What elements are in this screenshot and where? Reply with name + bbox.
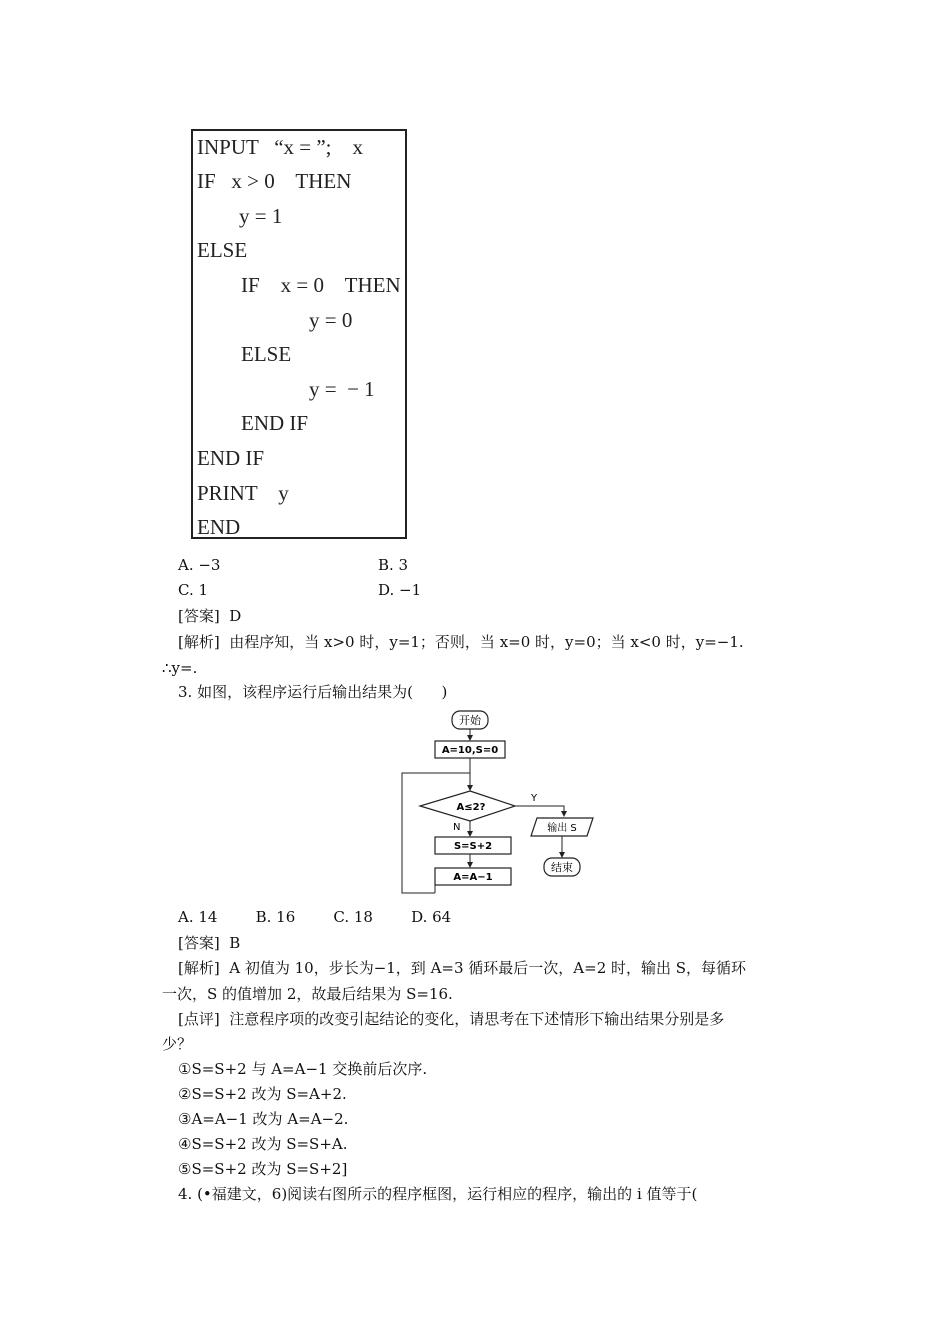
q2-analysis-line2: ∴y=. (162, 659, 198, 677)
q3-case-5: ⑤S=S+2 改为 S=S+2] (178, 1160, 348, 1178)
code-line-if: IF x > 0 THEN (197, 169, 352, 193)
q3-answer: [答案] B (178, 934, 241, 952)
code-line-input: INPUT “x = ”; x (197, 135, 364, 159)
code-line-end: END (197, 515, 241, 539)
q2-option-a: A. −3 (178, 556, 221, 574)
q2-option-d: D. −1 (378, 581, 422, 599)
q3-case-2: ②S=S+2 改为 S=A+2. (178, 1085, 347, 1103)
q3-case-3: ③A=A−1 改为 A=A−2. (178, 1110, 349, 1128)
flow-yes-label: Y (531, 793, 538, 804)
q2-answer: [答案] D (178, 607, 242, 625)
code-line-endif-inner: END IF (241, 411, 309, 435)
flow-output-label: 输出 S (547, 823, 577, 834)
q3-analysis-line1: [解析] A 初值为 10，步长为−1，到 A=3 循环最后一次，A=2 时，输出 S，每循环 (178, 959, 747, 977)
q3-comment-line2: 少？ (162, 1035, 193, 1053)
q3-case-1: ①S=S+2 与 A=A−1 交换前后次序. (178, 1060, 428, 1078)
flow-condition-label: A≤2? (456, 802, 486, 813)
flow-end-label: 结束 (551, 861, 573, 874)
program-code-box (191, 129, 407, 539)
flow-start-label: 开始 (459, 714, 481, 727)
code-line-print: PRINT y (197, 481, 289, 505)
flow-step-s-label: S=S+2 (453, 841, 493, 852)
q2-option-b: B. 3 (378, 556, 409, 574)
code-line-yneg1: y = − 1 (309, 377, 375, 401)
flow-no-label: N (453, 822, 461, 833)
code-line-if-inner: IF x = 0 THEN (241, 273, 401, 297)
code-line-y1: y = 1 (239, 204, 283, 228)
code-line-y0: y = 0 (309, 308, 353, 332)
q2-option-c: C. 1 (178, 581, 209, 599)
code-line-endif: END IF (197, 446, 265, 470)
flow-step-a-label: A=A−1 (453, 872, 493, 883)
q3-analysis-line2: 一次，S 的值增加 2，故最后结果为 S=16. (162, 985, 453, 1003)
q4-stem: 4. (•福建文，6)阅读右图所示的程序框图，运行相应的程序，输出的 i 值等于( (178, 1185, 698, 1203)
q3-comment-line1: [点评] 注意程序项的改变引起结论的变化，请思考在下述情形下输出结果分别是多 (178, 1010, 725, 1028)
code-line-else-inner: ELSE (241, 342, 292, 366)
code-line-else: ELSE (197, 238, 248, 262)
flowchart (395, 708, 635, 900)
flow-init-label: A=10,S=0 (441, 745, 499, 756)
q3-options: A. 14 B. 16 C. 18 D. 64 (178, 908, 452, 926)
q3-stem: 3. 如图，该程序运行后输出结果为( ) (178, 683, 448, 701)
q2-analysis-line1: [解析] 由程序知，当 x>0 时，y=1；否则，当 x=0 时，y=0；当 x<0 时，y=−1. (178, 633, 744, 651)
q3-case-4: ④S=S+2 改为 S=S+A. (178, 1135, 348, 1153)
